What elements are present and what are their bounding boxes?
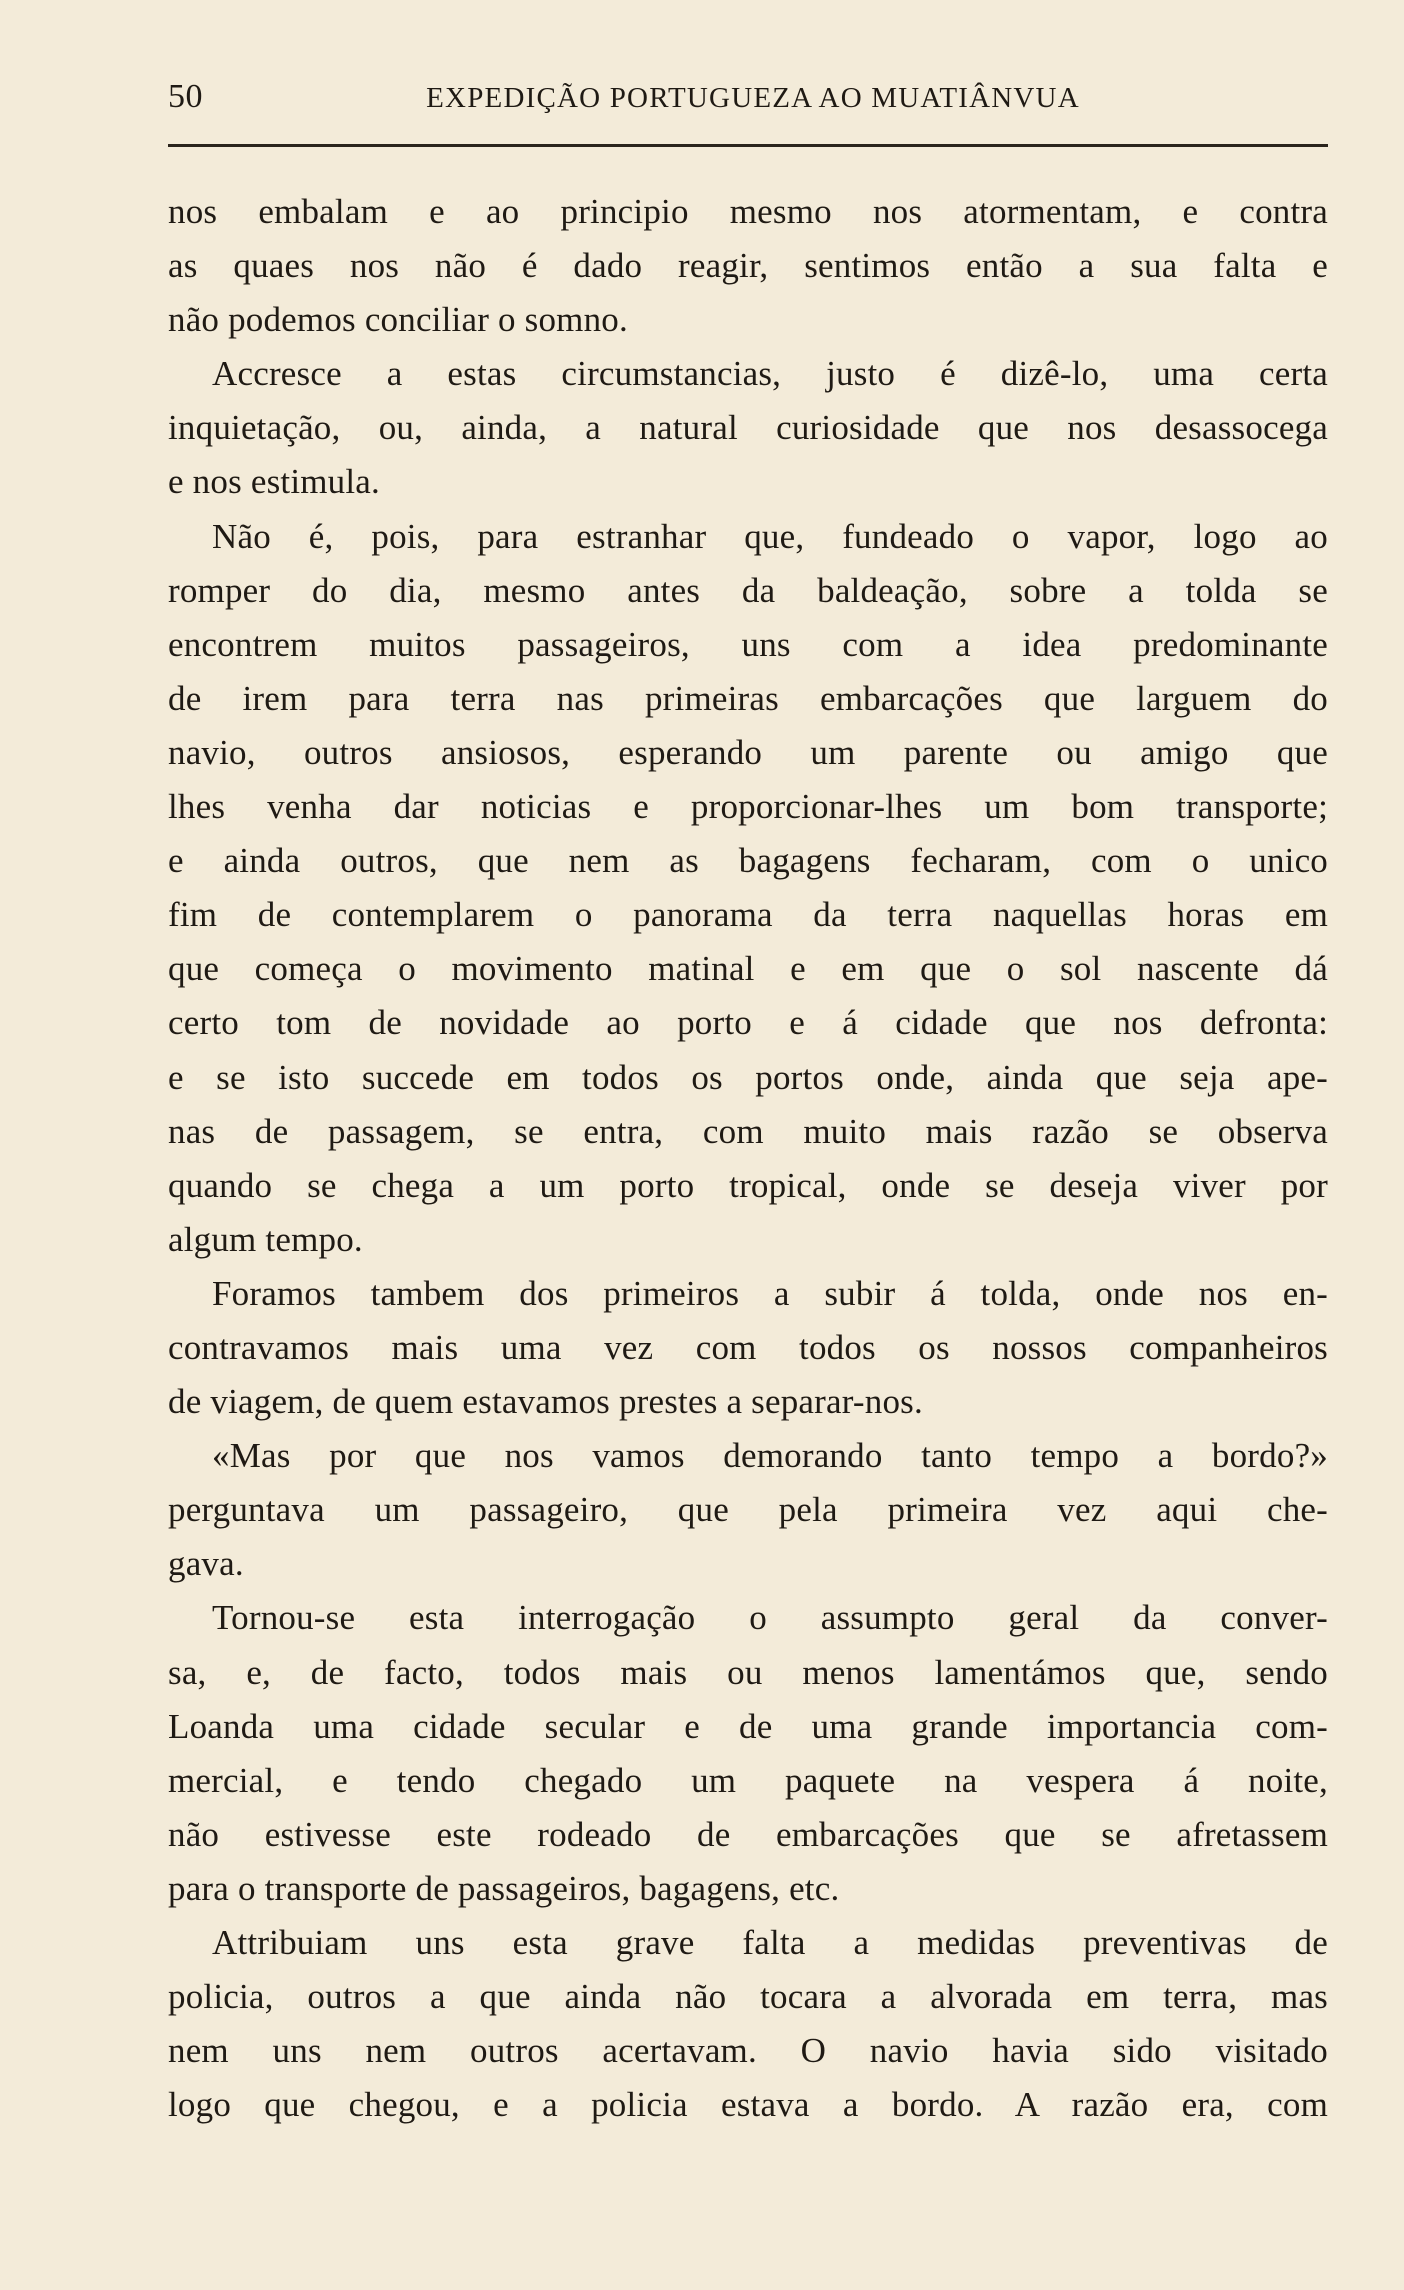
book-page bbox=[168, 78, 1328, 2132]
text-line: não podemos conciliar o somno. bbox=[168, 300, 628, 340]
body-text bbox=[168, 185, 1328, 2132]
text-line: e se isto succede em todos os portos onde, ainda que seja ape- bbox=[168, 1057, 1328, 1097]
text-line: e nos estimula. bbox=[168, 462, 380, 502]
paragraph bbox=[168, 185, 1328, 347]
text-line: «Mas por que nos vamos demorando tanto tempo a bordo?» bbox=[212, 1436, 1328, 1476]
text-line: Não é, pois, para estranhar que, fundeado o vapor, logo ao bbox=[212, 516, 1328, 556]
text-line: nem uns nem outros acertavam. O navio havia sido visitado bbox=[168, 2031, 1328, 2071]
text-line: sa, e, de facto, todos mais ou menos lamentámos que, sendo bbox=[168, 1652, 1328, 1692]
text-line: logo que chegou, e a policia estava a bordo. A razão era, com bbox=[168, 2085, 1328, 2125]
text-line: Attribuiam uns esta grave falta a medidas preventivas de bbox=[212, 1923, 1328, 1962]
text-line: romper do dia, mesmo antes da baldeação, sobre a tolda se bbox=[168, 570, 1328, 610]
header-rule bbox=[168, 144, 1328, 147]
text-line: de viagem, de quem estavamos prestes a separar-nos. bbox=[168, 1382, 923, 1422]
text-line: contravamos mais uma vez com todos os nossos companheiros bbox=[168, 1327, 1328, 1367]
paragraph bbox=[168, 1267, 1328, 1429]
page-number: 50 bbox=[168, 78, 203, 115]
text-line: algum tempo. bbox=[168, 1219, 363, 1259]
text-line: quando se chega a um porto tropical, onde se deseja viver por bbox=[168, 1165, 1328, 1205]
text-line: não estivesse este rodeado de embarcações que se afretassem bbox=[168, 1814, 1328, 1854]
text-line: nas de passagem, se entra, com muito mais razão se observa bbox=[168, 1111, 1328, 1151]
text-line: e ainda outros, que nem as bagagens fecharam, com o unico bbox=[168, 841, 1328, 881]
text-line: as quaes nos não é dado reagir, sentimos então a sua falta e bbox=[168, 246, 1328, 286]
paragraph bbox=[168, 347, 1328, 509]
text-line: navio, outros ansiosos, esperando um parente ou amigo que bbox=[168, 732, 1328, 772]
text-line: lhes venha dar noticias e proporcionar-lhes um bom transporte; bbox=[168, 787, 1328, 827]
paragraph bbox=[168, 510, 1328, 1267]
text-line: inquietação, ou, ainda, a natural curiosidade que nos desassocega bbox=[168, 408, 1328, 448]
text-line: Loanda uma cidade secular e de uma grande importancia com- bbox=[168, 1706, 1328, 1746]
text-line: fim de contemplarem o panorama da terra naquellas horas em bbox=[168, 895, 1328, 935]
text-line: Tornou-se esta interrogação o assumpto geral da conver- bbox=[212, 1598, 1328, 1638]
text-line: de irem para terra nas primeiras embarcações que larguem do bbox=[168, 678, 1328, 718]
paragraph bbox=[168, 1916, 1328, 2132]
text-line: certo tom de novidade ao porto e á cidade que nos defronta: bbox=[168, 1003, 1328, 1043]
text-line: que começa o movimento matinal e em que o sol nascente dá bbox=[168, 949, 1328, 989]
text-line: gava. bbox=[168, 1544, 244, 1584]
text-line: nos embalam e ao principio mesmo nos atormentam, e contra bbox=[168, 192, 1328, 231]
text-line: para o transporte de passageiros, bagagens, etc. bbox=[168, 1868, 840, 1908]
text-line: mercial, e tendo chegado um paquete na vespera á noite, bbox=[168, 1760, 1328, 1800]
text-line: policia, outros a que ainda não tocara a alvorada em terra, mas bbox=[168, 1977, 1328, 2017]
text-line: Accresce a estas circumstancias, justo é dizê-lo, uma certa bbox=[212, 354, 1328, 394]
running-title: EXPEDIÇÃO PORTUGUEZA AO MUATIÂNVUA bbox=[426, 82, 1080, 114]
paragraph bbox=[168, 1591, 1328, 1916]
text-line: perguntava um passageiro, que pela primeira vez aqui che- bbox=[168, 1490, 1328, 1530]
text-line: Foramos tambem dos primeiros a subir á tolda, onde nos en- bbox=[212, 1273, 1328, 1313]
text-line: encontrem muitos passageiros, uns com a idea predominante bbox=[168, 624, 1328, 664]
running-head bbox=[168, 78, 1328, 138]
paragraph bbox=[168, 1429, 1328, 1591]
